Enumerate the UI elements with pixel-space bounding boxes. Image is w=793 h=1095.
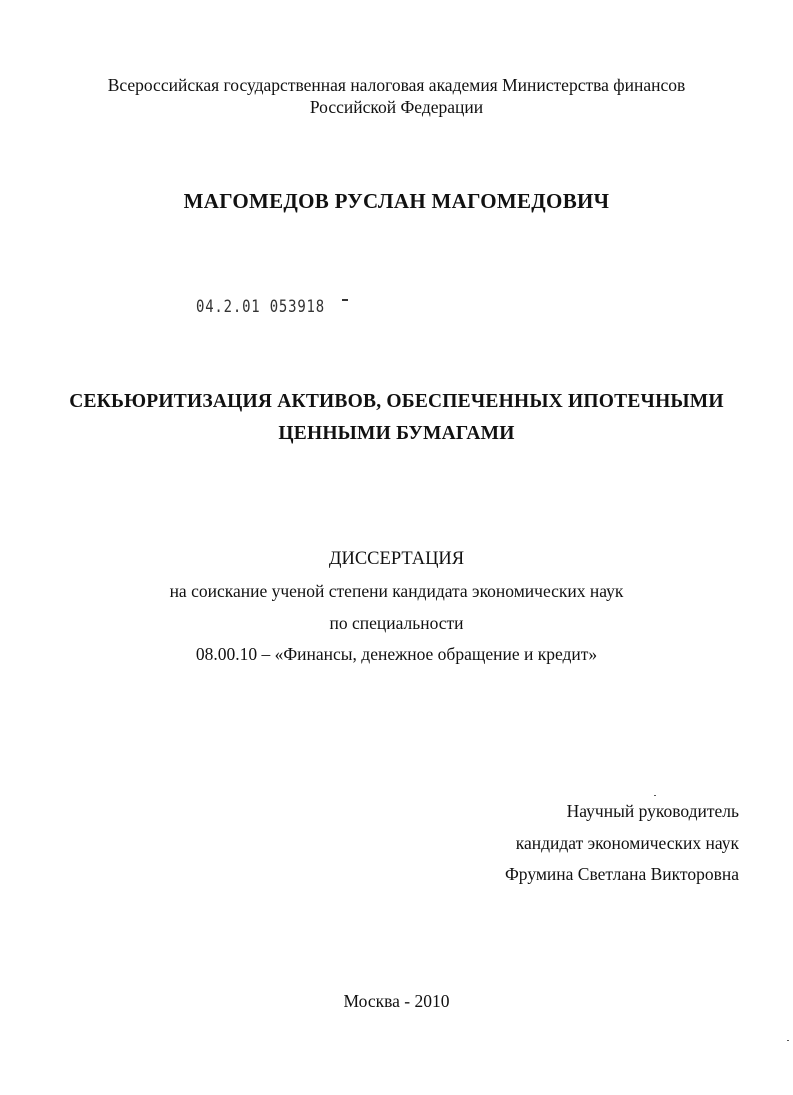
institution-line-2: Российской Федерации [309,97,484,117]
author-name: МАГОМЕДОВ РУСЛАН МАГОМЕДОВИЧ [183,189,610,213]
institution-line-1: Всероссийская государственная налоговая академия Министерства финансов [107,75,686,95]
supervisor-name: Фрумина Светлана Викторовна [504,864,739,884]
scan-speck [787,1040,789,1041]
title-line-2: ЦЕННЫМИ БУМАГАМИ [278,423,515,444]
dissertation-type: ДИССЕРТАЦИЯ [328,549,465,569]
specialty-label: по специальности [329,613,464,633]
scan-speck [654,795,656,796]
specialty: 08.00.10 – «Финансы, денежное обращение и кредит» [195,644,598,664]
library-code: 04.2.01 053918 [196,297,325,317]
supervisor-degree: кандидат экономических наук [515,833,739,853]
city-year: Москва - 2010 [343,991,450,1011]
title-line-1: СЕКЬЮРИТИЗАЦИЯ АКТИВОВ, ОБЕСПЕЧЕННЫХ ИПОТЕЧНЫМИ [69,391,724,412]
library-code-mark [342,299,348,301]
supervisor-label: Научный руководитель [566,801,739,821]
dissertation-degree: на соискание ученой степени кандидата экономических наук [169,581,624,601]
